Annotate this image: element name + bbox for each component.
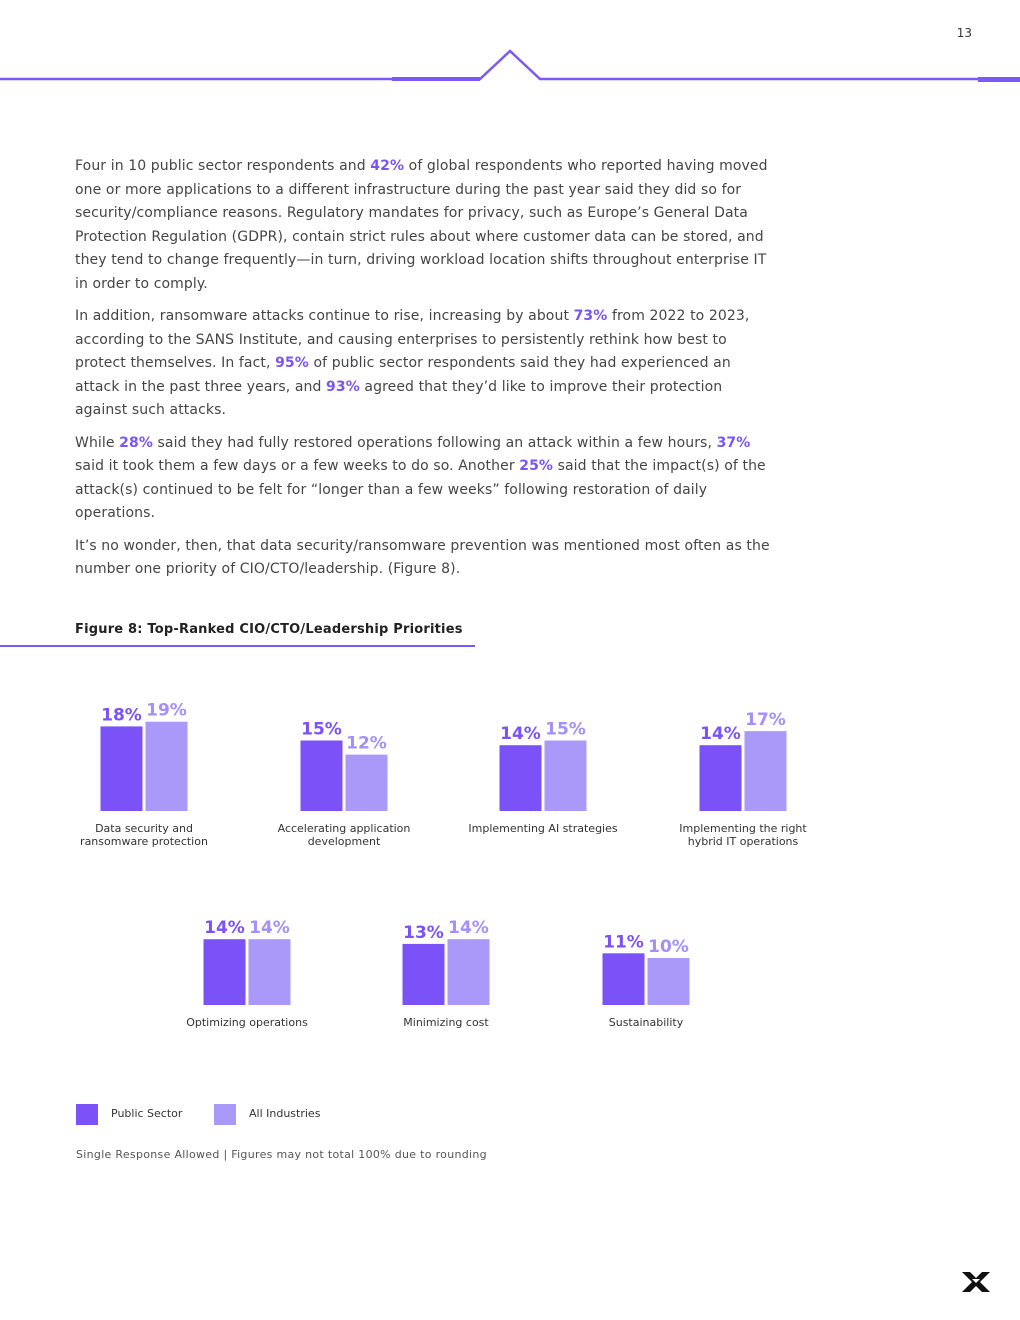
bar-public-sector xyxy=(500,745,542,811)
bar-value-label: 14% xyxy=(204,918,245,939)
highlight-stat: 28% xyxy=(119,434,153,451)
category-label: Optimizing operations xyxy=(186,1016,308,1029)
bar-value-label: 17% xyxy=(745,710,786,731)
paragraph-text: While xyxy=(75,434,120,451)
bar-public-sector xyxy=(301,741,343,812)
category-label: hybrid IT operations xyxy=(687,835,799,848)
paragraph-text: said it took them a few days or a few weeks to do so. Another xyxy=(75,458,520,474)
bar-all-industries xyxy=(448,939,490,1005)
legend-swatch-all-industries xyxy=(214,1104,236,1125)
legend-swatch-public-sector xyxy=(76,1104,98,1125)
brand-logo-icon xyxy=(960,1270,992,1294)
bar-value-label: 18% xyxy=(101,705,142,726)
highlight-stat: 42% xyxy=(370,158,405,174)
bar-value-label: 14% xyxy=(448,918,489,939)
bar-value-label: 11% xyxy=(603,932,644,953)
bar-value-label: 14% xyxy=(249,918,290,939)
highlight-stat: 95% xyxy=(275,355,309,371)
paragraph-text: from 2022 to 2023, according to the SANS Institute, and causing enterprises to persistently rethink how best to protect themselves. In fact, xyxy=(75,308,750,371)
bar-value-label: 15% xyxy=(545,719,586,740)
category-label: Implementing the right xyxy=(679,822,807,835)
bar-value-label: 14% xyxy=(700,724,741,745)
bar-all-industries xyxy=(346,755,388,811)
category-label: ransomware protection xyxy=(80,835,208,848)
bar-value-label: 15% xyxy=(301,719,342,740)
category-label: Minimizing cost xyxy=(403,1016,489,1029)
bar-public-sector xyxy=(403,944,445,1005)
paragraph-text: of public sector respondents said they had experienced an attack in the past three years, and xyxy=(75,355,731,395)
bar-all-industries xyxy=(545,741,587,812)
paragraph-text: agreed that they’d like to improve their protection against such attacks. xyxy=(75,378,723,418)
paragraph-text: Four in 10 public sector respondents and xyxy=(75,158,371,174)
figure-title: Figure 8: Top-Ranked CIO/CTO/Leadership Priorities xyxy=(75,622,463,637)
highlight-stat: 25% xyxy=(519,458,554,474)
bar-all-industries xyxy=(146,722,188,811)
bar-all-industries xyxy=(745,731,787,811)
category-label: Data security and xyxy=(95,822,193,835)
bar-public-sector xyxy=(700,745,742,811)
highlight-stat: 37% xyxy=(716,434,751,451)
highlight-stat: 93% xyxy=(326,378,360,395)
bar-all-industries xyxy=(249,939,291,1005)
highlight-stat: 73% xyxy=(573,308,608,324)
category-label: Sustainability xyxy=(608,1016,684,1029)
bar-value-label: 12% xyxy=(346,733,387,754)
bar-all-industries xyxy=(648,958,690,1005)
bar-public-sector xyxy=(204,939,246,1005)
category-label: development xyxy=(307,835,381,848)
bar-value-label: 13% xyxy=(403,922,444,943)
legend-label-all-industries: All Industries xyxy=(249,1107,321,1120)
bar-value-label: 19% xyxy=(146,700,187,721)
paragraph-text: It’s no wonder, then, that data security/ransomware prevention was mentioned most often as the number one priority of CIO/CTO/leadership. (Figure 8). xyxy=(75,537,770,577)
bar-public-sector xyxy=(101,726,143,811)
bar-public-sector xyxy=(603,953,645,1005)
figure-footnote: Single Response Allowed | Figures may not total 100% due to rounding xyxy=(76,1148,487,1161)
bar-value-label: 14% xyxy=(500,724,541,745)
paragraph-text: In addition, ransomware attacks continue to rise, increasing by about xyxy=(75,308,574,324)
paragraph-text: said they had fully restored operations following an attack within a few hours, xyxy=(152,434,717,451)
bar-value-label: 10% xyxy=(648,937,689,957)
category-label: Implementing AI strategies xyxy=(468,822,618,835)
legend-label-public-sector: Public Sector xyxy=(111,1107,183,1120)
paragraph-text: said that the impact(s) of the attack(s) continued to be felt for “longer than a few weeks” following restoration of daily operations. xyxy=(75,458,766,521)
page-number: 13 xyxy=(956,26,972,40)
category-label: Accelerating application xyxy=(277,822,411,835)
paragraph-text: of global respondents who reported having moved one or more applications to a different infrastructure during the past year said they did so for security/compliance reasons. Regulatory mandates for privacy, such as Europe’s General Data Protection Regulation (GDPR), contain strict rules about where customer data can be stored, and they tend to change frequently—in turn, driving workload location shifts throughout enterprise IT in order to comply. xyxy=(75,158,768,292)
